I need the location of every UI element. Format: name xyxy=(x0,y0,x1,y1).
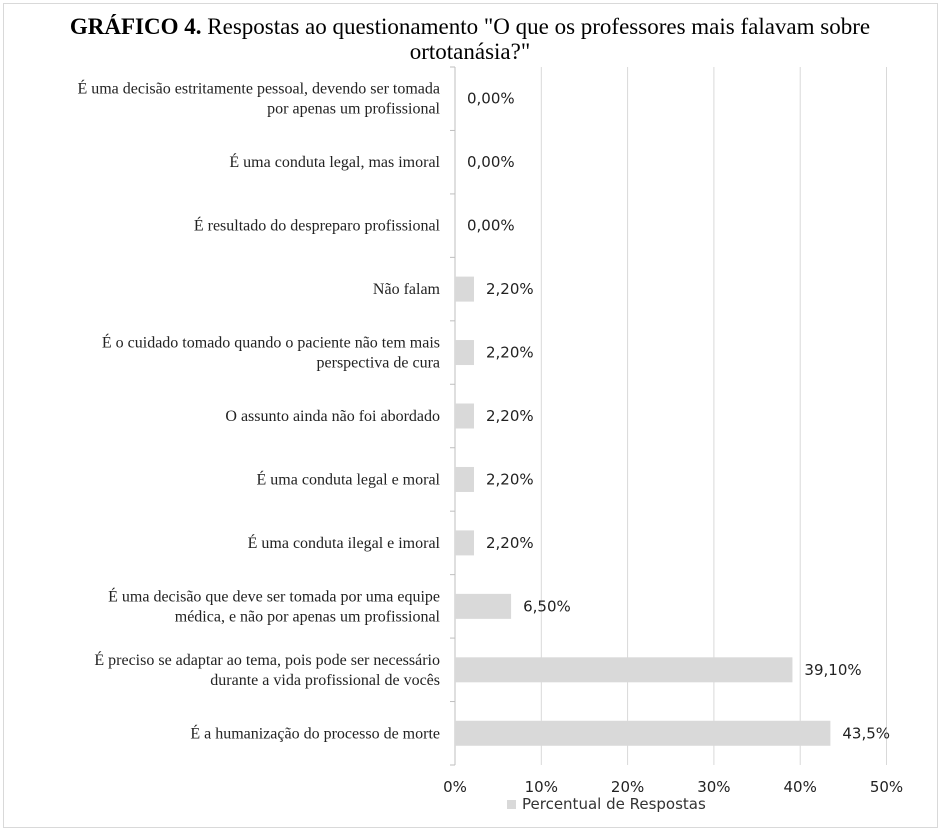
category-label-line: É preciso se adaptar ao tema, pois pode ser necessário xyxy=(94,651,440,669)
bar xyxy=(455,594,511,619)
category-label xyxy=(190,723,440,742)
category-label xyxy=(102,333,440,372)
chart-title-lead: GRÁFICO 4. xyxy=(69,14,202,39)
legend-swatch xyxy=(507,800,516,809)
category-label-line: Não falam xyxy=(372,281,440,299)
data-label: 39,10% xyxy=(804,660,862,679)
category-label-line: É uma conduta ilegal e imoral xyxy=(247,534,440,552)
category-label-line: É resultado do despreparo profissional xyxy=(193,217,440,235)
data-label: 43,5% xyxy=(842,724,891,743)
data-label: 0,00% xyxy=(467,89,515,108)
data-label: 0,00% xyxy=(467,216,515,235)
x-tick-label: 30% xyxy=(697,778,731,796)
data-label: 6,50% xyxy=(523,597,571,616)
category-label-line: perspectiva de cura xyxy=(316,354,440,372)
category-label xyxy=(229,152,440,171)
x-tick-label: 50% xyxy=(869,778,904,796)
category-label xyxy=(373,281,441,298)
data-label: 2,20% xyxy=(485,343,534,362)
category-label xyxy=(225,408,440,425)
bar xyxy=(455,530,474,555)
data-label: 2,20% xyxy=(485,470,534,489)
category-label xyxy=(248,533,441,552)
category-label-line: É uma decisão estritamente pessoal, devendo ser tomada xyxy=(77,80,440,98)
category-label-line: O assunto ainda não foi abordado xyxy=(225,408,440,425)
data-label: 0,00% xyxy=(467,153,515,172)
category-label xyxy=(108,586,440,625)
category-label xyxy=(94,650,440,689)
category-label xyxy=(257,469,441,488)
category-label-line: É uma decisão que deve ser tomada por uma equipe xyxy=(108,588,440,606)
category-label xyxy=(77,79,440,118)
legend xyxy=(507,795,706,813)
bar xyxy=(455,277,474,302)
x-tick-label: 10% xyxy=(524,778,558,796)
x-tick-label: 20% xyxy=(610,778,645,796)
category-label-line: médica, e não por apenas um profissional xyxy=(174,608,440,626)
data-label: 2,20% xyxy=(485,280,534,299)
category-label-line: É uma conduta legal e moral xyxy=(256,471,440,489)
bar xyxy=(455,404,474,429)
legend-label: Percentual de Respostas xyxy=(522,795,706,813)
bar xyxy=(455,721,830,746)
category-label-line: durante a vida profissional de vocês xyxy=(210,671,440,689)
bar xyxy=(455,657,792,682)
data-label: 2,20% xyxy=(485,533,534,552)
chart-title-text: Respostas ao questionamento "O que os professores mais falavam sobre ortotanásia?" xyxy=(207,14,871,64)
category-label-line: É a humanização do processo de morte xyxy=(190,725,440,743)
bar xyxy=(455,340,474,365)
x-tick-label: 0% xyxy=(443,778,467,796)
x-tick-label: 40% xyxy=(783,778,817,796)
category-label-line: É o cuidado tomado quando o paciente não tem mais xyxy=(101,334,440,352)
data-label: 2,20% xyxy=(485,407,534,425)
category-label-line: É uma conduta legal, mas imoral xyxy=(229,154,440,172)
category-label-line: por apenas um profissional xyxy=(267,100,440,118)
bar xyxy=(455,467,474,492)
category-label xyxy=(194,216,441,235)
